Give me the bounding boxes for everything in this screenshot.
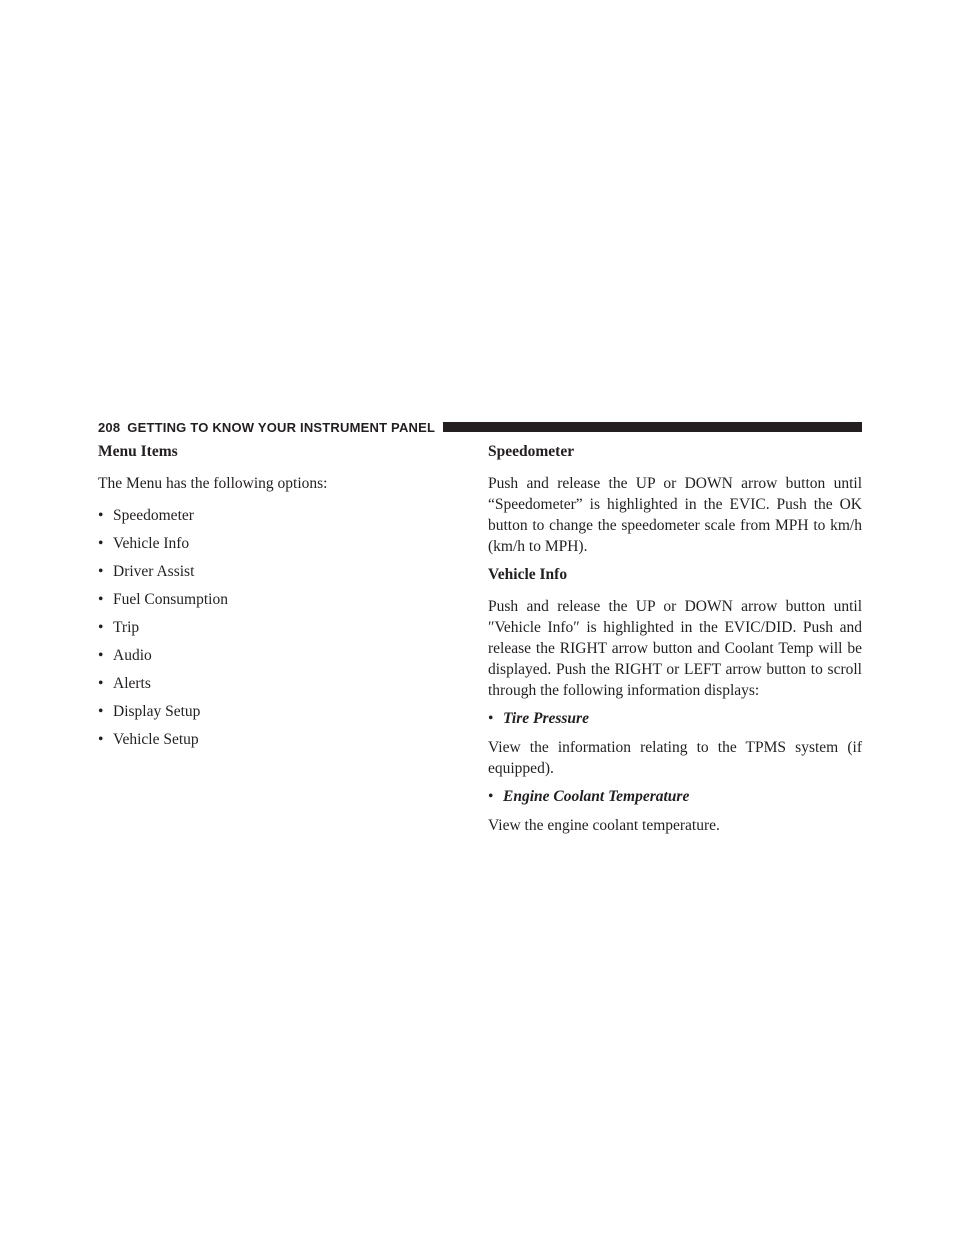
list-item: • Vehicle Info <box>98 534 438 562</box>
bullet-icon: • <box>98 703 104 720</box>
bullet-icon: • <box>98 591 104 608</box>
menu-list <box>98 506 438 758</box>
vehicle-info-heading: Vehicle Info <box>488 566 568 583</box>
list-item: • Trip <box>98 618 438 646</box>
tire-pressure-label: Tire Pressure <box>503 710 589 727</box>
list-item: • Speedometer <box>98 506 438 534</box>
menu-intro: The Menu has the following options: <box>98 475 328 492</box>
bullet-icon: • <box>98 731 104 748</box>
list-item <box>488 709 862 729</box>
list-item: • Fuel Consumption <box>98 590 438 618</box>
coolant-label: Engine Coolant Temperature <box>503 788 690 805</box>
speedometer-body: Push and release the UP or DOWN arrow button until “Speedometer” is highlighted in the EVIC. Push the OK button to change the speedometer scale from MPH to km/h (km/h to MPH). <box>488 475 862 555</box>
left-column <box>98 442 438 758</box>
bullet-icon: • <box>488 710 494 727</box>
list-item: • Audio <box>98 646 438 674</box>
bullet-icon: • <box>98 507 104 524</box>
coolant-body: View the engine coolant temperature. <box>488 817 720 834</box>
page-number: 208 <box>98 419 121 435</box>
right-column <box>488 442 862 844</box>
bullet-icon: • <box>488 788 494 805</box>
speedometer-heading: Speedometer <box>488 443 575 460</box>
bullet-icon: • <box>98 675 104 692</box>
header-rule <box>443 422 862 432</box>
menu-items-heading: Menu Items <box>98 443 178 460</box>
bullet-icon: • <box>98 619 104 636</box>
list-item: • Alerts <box>98 674 438 702</box>
page-header <box>98 417 862 437</box>
vehicle-info-body: Push and release the UP or DOWN arrow button until ″Vehicle Info″ is highlighted in the EVIC/DID. Push and release the RIGHT arrow button and Coolant Temp will be displayed. Push the RIGHT or LEFT arrow button to scroll through the following information displays: <box>488 598 862 699</box>
list-item: • Display Setup <box>98 702 438 730</box>
list-item <box>488 787 862 807</box>
list-item: • Vehicle Setup <box>98 730 438 758</box>
bullet-icon: • <box>98 563 104 580</box>
bullet-icon: • <box>98 647 104 664</box>
list-item: • Driver Assist <box>98 562 438 590</box>
tire-pressure-body: View the information relating to the TPMS system (if equipped). <box>488 739 862 777</box>
section-title: GETTING TO KNOW YOUR INSTRUMENT PANEL <box>127 419 436 435</box>
bullet-icon: • <box>98 535 104 552</box>
